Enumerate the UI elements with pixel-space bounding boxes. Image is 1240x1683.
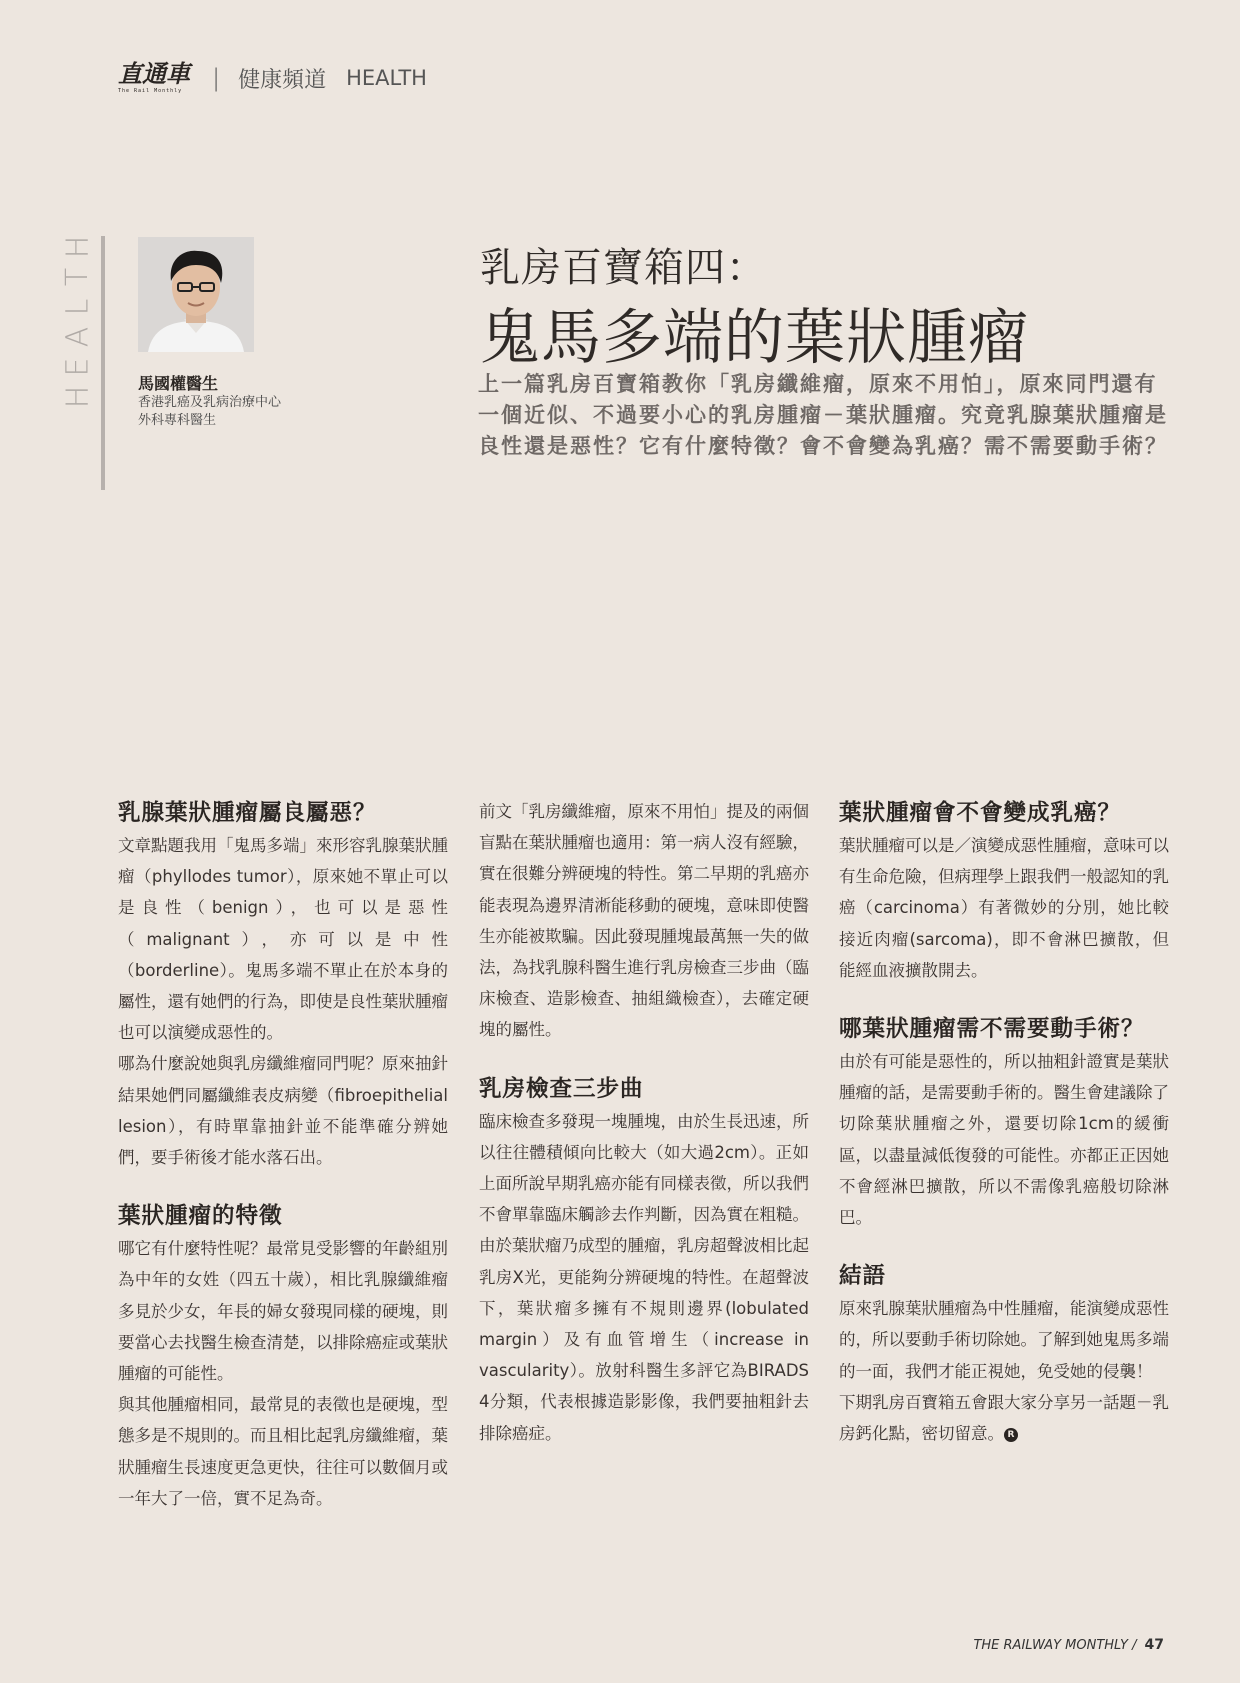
channel-name-en: HEALTH: [346, 66, 427, 90]
author-portrait-icon: [138, 237, 254, 352]
article-column-3: [839, 796, 1169, 1449]
page-footer: [973, 1637, 1164, 1653]
side-label-letter: H: [60, 385, 95, 409]
paragraph: 由於有可能是惡性的，所以抽粗針證實是葉狀腫瘤的話，是需要動手術的。醫生會建議除了切除葉狀腫瘤之外，還要切除1cm的緩衝區，以盡量減低復發的可能性。亦都正正因她不會經淋巴擴散，所以不需像乳癌般切除淋巴。: [839, 1052, 1169, 1228]
side-rule: [101, 236, 105, 490]
end-mark-icon: R: [1004, 1428, 1018, 1442]
side-section-label: [59, 232, 95, 409]
logo-text: 直通車: [118, 59, 190, 88]
paragraph: 與其他腫瘤相同，最常見的表徵也是硬塊，型態多是不規則的。而且相比起乳房纖維瘤，葉狀腫瘤生長速度更急更快，往往可以數個月或一年大了一倍，實不足為奇。: [118, 1395, 448, 1508]
section-heading: 結語: [839, 1263, 887, 1290]
paragraph: 前文「乳房纖維瘤，原來不用怕」提及的兩個盲點在葉狀腫瘤也適用：第一病人沒有經驗，實在很難分辨硬塊的特性。第二早期的乳癌亦能表現為邊界清淅能移動的硬塊，意味即使醫生亦能被欺騙。因此發現腫塊最萬無一失的做法，為找乳腺科醫生進行乳房檢查三步曲（臨床檢查、造影檢查、抽組織檢查），去確定硬塊的屬性。: [479, 802, 809, 1040]
section-heading: 哪葉狀腫瘤需不需要動手術？: [839, 1016, 1145, 1043]
paragraph: 哪為什麼說她與乳房纖維瘤同門呢？原來抽針結果她們同屬纖維表皮病變（fibroepithelial lesion），有時單靠抽針並不能準確分辨她們，要手術後才能水落石出。: [118, 1054, 448, 1168]
section-heading: 乳房檢查三步曲: [479, 1075, 644, 1102]
paragraph: 哪它有什麼特性呢？最常見受影響的年齡組別為中年的女姓（四五十歲），相比乳腺纖維瘤多見於少女，年長的婦女發現同樣的硬塊，則要當心去找醫生檢查清楚，以排除癌症或葉狀腫瘤的可能性。: [118, 1239, 448, 1384]
author-name: 馬國權醫生: [138, 374, 219, 393]
logo: [118, 59, 190, 94]
author-title: 外科專科醫生: [138, 413, 217, 428]
article-column-1: [118, 796, 448, 1514]
article-intro: 上一篇乳房百寶箱教你「乳房纖維瘤，原來不用怕」，原來同門還有一個近似、不過要小心的乳房腫瘤－葉狀腫瘤。究竟乳腺葉狀腫瘤是良性還是惡性？它有什麼特徵？會不會變為乳癌？需不需要動手術？: [478, 372, 1168, 458]
article-title-line2: 鬼馬多端的葉狀腫瘤: [480, 303, 1029, 373]
article-title-line1: 乳房百寶箱四：: [480, 245, 767, 291]
side-label-letter: T: [59, 267, 95, 287]
side-label-letter: H: [60, 235, 95, 259]
paragraph: 臨床檢查多發現一塊腫塊，由於生長迅速，所以往往體積傾向比較大（如大過2cm）。正如上面所說早期乳癌亦能有同樣表徵，所以我們不會單靠臨床觸診去作判斷，因為實在粗糙。: [479, 1111, 809, 1225]
channel-name: 健康頻道: [238, 67, 327, 93]
paragraph: 原來乳腺葉狀腫瘤為中性腫瘤，能演變成惡性的，所以要動手術切除她。了解到她鬼馬多端的一面，我們才能正視她，免受她的侵襲！: [839, 1299, 1169, 1381]
side-label-letter: L: [60, 298, 95, 316]
paragraph: [839, 1387, 1169, 1449]
paragraph-text: 下期乳房百寶箱五會跟大家分享另一話題－乳房鈣化點，密切留意。: [839, 1392, 1169, 1444]
article-column-2: [479, 796, 809, 1449]
paragraph: 由於葉狀瘤乃成型的腫瘤，乳房超聲波相比起乳房X光，更能夠分辨硬塊的特性。在超聲波下，葉狀瘤多擁有不規則邊界(lobulated margin）及有血管增生（increase in vascularity）。放射科醫生多評它為BIRADS 4分類，代表根據造影影像，我們要抽粗針去排除癌症。: [479, 1236, 809, 1443]
side-label-letter: A: [60, 326, 95, 348]
paragraph: 文章點題我用「鬼馬多端」來形容乳腺葉狀腫瘤（phyllodes tumor），原來她不單止可以是良性（benign），也可以是惡性（malignant），亦可以是中性（borderline）。鬼馬多端不單止在於本身的屬性，還有她們的行為，即使是良性葉狀腫瘤也可以演變成惡性的。: [118, 836, 448, 1043]
section-heading: 葉狀腫瘤會不會變成乳癌？: [839, 800, 1122, 826]
page-number: 47: [1144, 1637, 1164, 1653]
author-photo: [138, 237, 254, 352]
masthead: [118, 59, 427, 94]
logo-subtitle: The Rail Monthly: [118, 88, 183, 94]
section-heading: 葉狀腫瘤的特徵: [118, 1203, 283, 1230]
side-label-letter: E: [60, 357, 95, 377]
paragraph: 葉狀腫瘤可以是／演變成惡性腫瘤，意味可以有生命危險，但病理學上跟我們一般認知的乳癌（carcinoma）有著微妙的分別，她比較接近肉瘤(sarcoma)，即不會淋巴擴散，但能經血液擴散開去。: [839, 836, 1169, 980]
magazine-name: THE RAILWAY MONTHLY /: [973, 1638, 1137, 1653]
section-heading: 乳腺葉狀腫瘤屬良屬惡？: [118, 800, 377, 826]
masthead-separator: |: [212, 64, 221, 92]
author-affiliation: 香港乳癌及乳病治療中心: [138, 395, 282, 410]
